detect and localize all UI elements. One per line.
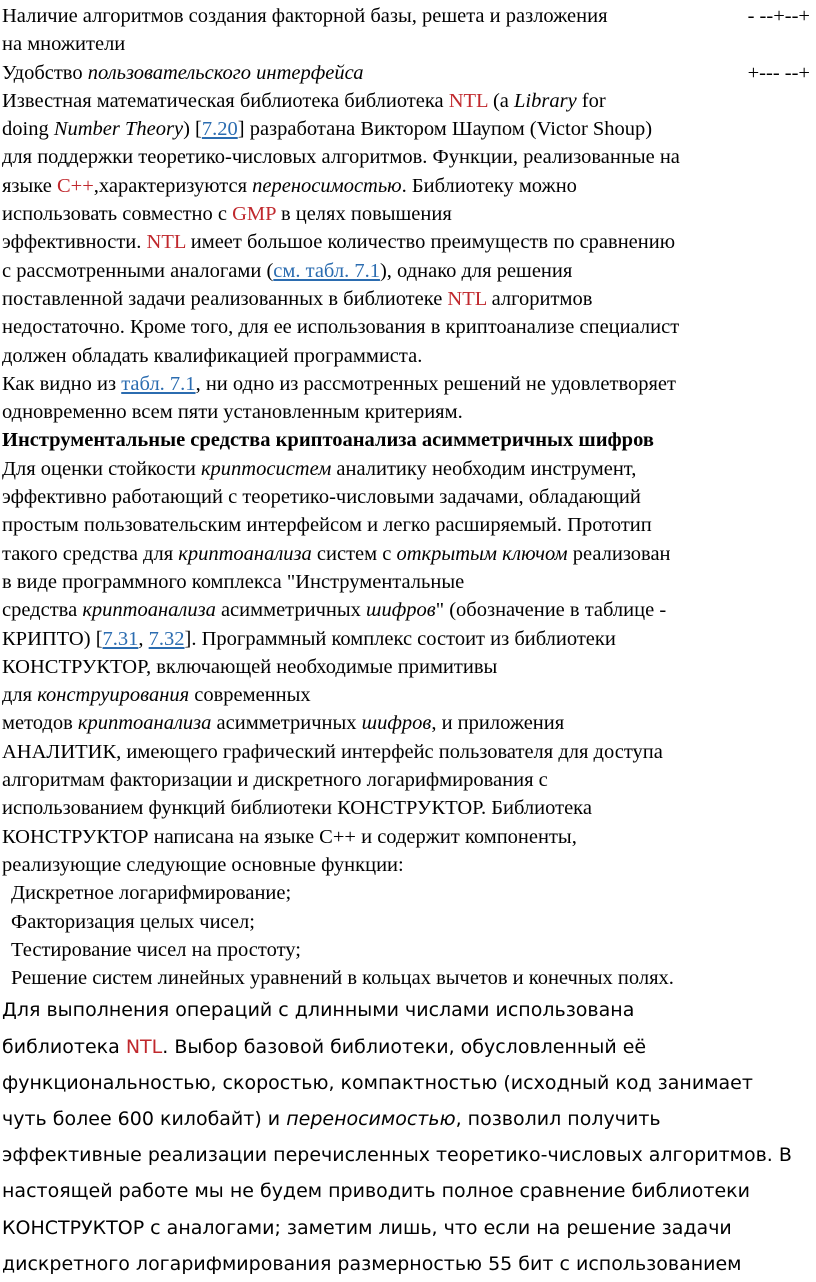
criteria-block xyxy=(2,2,816,87)
criterion-text: Удобство пользовательского интерфейса xyxy=(2,61,364,84)
list-item: Дискретное логарифмирование; xyxy=(11,882,292,905)
conclusion-paragraph: Как видно из табл. 7.1, ни одно из рассмотренных решений не удовлетворяет одновременно всем пяти установленным критериям. xyxy=(2,372,676,424)
table-link[interactable]: см. табл. 7.1 xyxy=(273,259,380,282)
ntl-term: NTL xyxy=(447,287,487,310)
cpp-term: C++ xyxy=(56,174,94,197)
final-paragraph: Для выполнения операций с длинными числами использована библиотека NTL. Выбор базовой библиотеки, обусловленный её функциональностью, скоростью, компактностью (исходный код занимает чуть более 600 килобайт) и переносимостью, позволил получить эффективные реализации перечисленных теоретико-числовых алгоритмов. В настоящей работе мы не будем приводить полное сравнение библиотеки КОНСТРУКТОР с аналогами; заметим лишь, что если на решение задачи дискретного логарифмирования размерностью 55 бит с использованием xyxy=(2,999,792,1275)
section-heading: Инструментальные средства криптоанализа асимметричных шифров xyxy=(2,429,654,452)
ntl-term: NTL xyxy=(146,231,186,254)
reference-link[interactable]: 7.32 xyxy=(148,627,185,650)
criterion-row xyxy=(2,2,810,30)
gmp-term: GMP xyxy=(232,203,276,226)
functions-list xyxy=(2,879,816,992)
criterion-mark: - --+--+ xyxy=(747,5,810,27)
ntl-term: NTL xyxy=(448,89,488,112)
ntl-paragraph: Известная математическая библиотека библиотека NTL (a Library for doing Number Theory) [7.20] разработана Виктором Шаупом (Victor Shoup) для поддержки теоретико-числовых алгоритмов. Функции, реализованные на языке C++,характеризуются переносимостью. Библиотеку можно использовать совместно с GMP в целях повышения эффективности. NTL имеет большое количество преимуществ по сравнению с рассмотренными аналогами (см. табл. 7.1), однако для решения поставленной задачи реализованных в библиотеке NTL алгоритмов недостаточно. Кроме того, для ее использования в криптоанализе специалист должен обладать квалификацией программиста. xyxy=(2,89,680,367)
table-link[interactable]: табл. 7.1 xyxy=(121,372,196,395)
reference-link[interactable]: 7.31 xyxy=(102,627,139,650)
tools-paragraph: Для оценки стойкости криптосистем аналитику необходим инструмент, эффективно работающий с теоретико-числовыми задачами, обладающий простым пользовательским интерфейсом и легко расширяемый. Прототип такого средства для криптоанализа систем с открытым ключом реализован в виде программного комплекса "Инструментальные средства криптоанализа асимметричных шифров" (обозначение в таблице - КРИПТО) [7.31, 7.32]. Программный комплекс состоит из библиотеки КОНСТРУКТОР, включающей необходимые примитивы для конструирования современных методов криптоанализа асимметричных шифров, и приложения АНАЛИТИК, имеющего графический интерфейс пользователя для доступа алгоритмам факторизации и дискретного логарифмирования с использованием функций библиотеки КОНСТРУКТОР. Библиотека КОНСТРУКТОР написана на языке C++ и содержит компоненты, реализующие следующие основные функции: xyxy=(2,457,671,876)
list-item: Факторизация целых чисел; xyxy=(11,910,255,933)
criterion-continuation: на множители xyxy=(2,33,126,56)
criterion-mark: +--- --+ xyxy=(747,61,810,84)
reference-link[interactable]: 7.20 xyxy=(201,118,238,141)
criterion-row xyxy=(2,59,810,87)
list-item: Тестирование чисел на простоту; xyxy=(11,938,301,961)
criterion-text: Наличие алгоритмов создания факторной базы, решета и разложения xyxy=(2,5,608,27)
list-item: Решение систем линейных уравнений в кольцах вычетов и конечных полях. xyxy=(11,967,674,990)
ntl-term: NTL xyxy=(125,1035,163,1058)
